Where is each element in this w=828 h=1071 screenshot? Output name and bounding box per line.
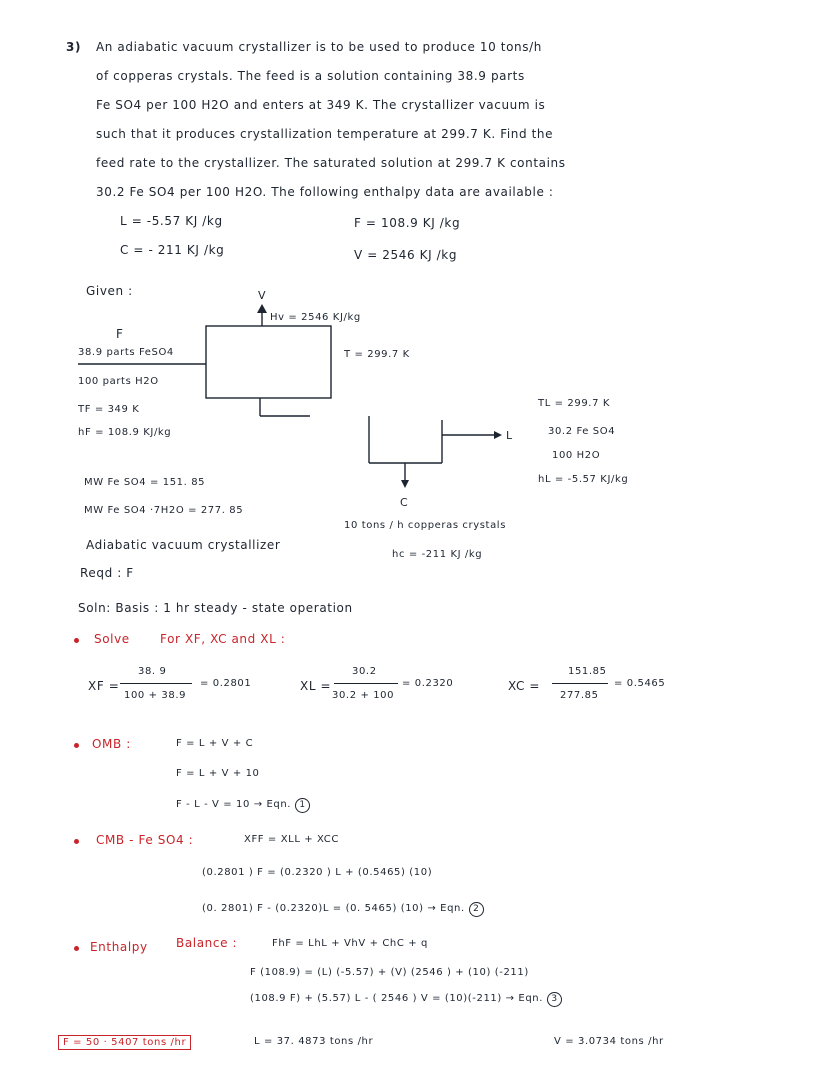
vapor-label: V bbox=[258, 289, 267, 302]
mw-feso4: MW Fe SO4 = 151. 85 bbox=[84, 477, 206, 488]
problem-number: 3) bbox=[66, 40, 82, 54]
final-answer-l: L = 37. 4873 tons /hr bbox=[254, 1036, 374, 1047]
xc-denominator: 277.85 bbox=[560, 690, 599, 701]
xl-denominator: 30.2 + 100 bbox=[332, 690, 395, 701]
problem-line: such that it produces crystallization temperature at 299.7 K. Find the bbox=[96, 127, 554, 141]
problem-line: Fe SO4 per 100 H2O and enters at 349 K. The crystallizer vacuum is bbox=[96, 98, 546, 112]
problem-line: of copperas crystals. The feed is a solution containing 38.9 parts bbox=[96, 69, 525, 83]
enthalpy-line: FhF = LhL + VhV + ChC + q bbox=[272, 938, 428, 949]
bullet bbox=[74, 946, 79, 951]
bullet bbox=[74, 743, 79, 748]
adiabatic-note: Adiabatic vacuum crystallizer bbox=[86, 538, 281, 552]
liquor-spec: hL = -5.57 KJ/kg bbox=[538, 474, 629, 485]
omb-line: F = L + V + 10 bbox=[176, 768, 260, 779]
xl-label: XL = bbox=[300, 679, 332, 693]
liquor-spec: 30.2 Fe SO4 bbox=[548, 426, 616, 437]
bullet bbox=[74, 839, 79, 844]
xf-numerator: 38. 9 bbox=[138, 666, 167, 677]
final-answer-v: V = 3.0734 tons /hr bbox=[554, 1036, 664, 1047]
problem-line: An adiabatic vacuum crystallizer is to be used to produce 10 tons/h bbox=[96, 40, 542, 54]
enthalpy-v: V = 2546 KJ /kg bbox=[354, 248, 458, 262]
vapor-enthalpy: Hv = 2546 KJ/kg bbox=[270, 312, 361, 323]
omb-line: F = L + V + C bbox=[176, 738, 254, 749]
crystal-arrow bbox=[401, 480, 409, 488]
liquor-spec: 100 H2O bbox=[552, 450, 601, 461]
enthalpy-line: (108.9 F) + (5.57) L - ( 2546 ) V = (10)(-211) → Eqn. 3 bbox=[250, 992, 562, 1007]
mw-heptahydrate: MW Fe SO4 ·7H2O = 277. 85 bbox=[84, 505, 244, 516]
cmb-label: CMB - Fe SO4 : bbox=[96, 833, 194, 847]
xf-denominator: 100 + 38.9 bbox=[124, 690, 187, 701]
enthalpy-line: F (108.9) = (L) (-5.57) + (V) (2546 ) + (10) (-211) bbox=[250, 967, 529, 978]
xf-fraction-bar bbox=[120, 683, 192, 684]
final-answer-f: F = 50 · 5407 tons /hr bbox=[58, 1035, 191, 1050]
xc-label: XC = bbox=[508, 679, 540, 693]
enthalpy-c: C = - 211 KJ /kg bbox=[120, 243, 225, 257]
crystallizer-temp: T = 299.7 K bbox=[344, 349, 410, 360]
feed-label: F bbox=[116, 327, 124, 341]
liquor-arrow bbox=[494, 431, 502, 439]
cmb-line: XFF = XLL + XCC bbox=[244, 834, 339, 845]
vapor-arrow bbox=[257, 304, 267, 313]
enthalpy-l: L = -5.57 KJ /kg bbox=[120, 214, 223, 228]
given-label: Given : bbox=[86, 284, 133, 298]
xf-label: XF = bbox=[88, 679, 120, 693]
crystal-label: C bbox=[400, 496, 409, 509]
xl-result: = 0.2320 bbox=[402, 678, 454, 689]
xl-fraction-bar bbox=[334, 683, 398, 684]
bullet bbox=[74, 638, 79, 643]
crystal-spec: 10 tons / h copperas crystals bbox=[344, 520, 506, 531]
enthalpy-f: F = 108.9 KJ /kg bbox=[354, 216, 461, 230]
problem-line: 30.2 Fe SO4 per 100 H2O. The following enthalpy data are available : bbox=[96, 185, 554, 199]
eqn-2-marker: 2 bbox=[469, 902, 484, 917]
omb-line: F - L - V = 10 → Eqn. 1 bbox=[176, 798, 310, 813]
liquor-label: L bbox=[506, 429, 513, 442]
omb-label: OMB : bbox=[92, 737, 131, 751]
feed-spec: hF = 108.9 KJ/kg bbox=[78, 427, 172, 438]
problem-line: feed rate to the crystallizer. The saturated solution at 299.7 K contains bbox=[96, 156, 566, 170]
feed-spec: 100 parts H2O bbox=[78, 376, 159, 387]
eqn-3-marker: 3 bbox=[547, 992, 562, 1007]
liquor-spec: TL = 299.7 K bbox=[538, 398, 610, 409]
required: Reqd : F bbox=[80, 566, 134, 580]
solution-basis: Soln: Basis : 1 hr steady - state operation bbox=[78, 601, 353, 615]
xl-numerator: 30.2 bbox=[352, 666, 377, 677]
xc-numerator: 151.85 bbox=[568, 666, 607, 677]
feed-spec: TF = 349 K bbox=[78, 404, 140, 415]
xf-result: = 0.2801 bbox=[200, 678, 252, 689]
enthalpy-label: Enthalpy bbox=[90, 940, 148, 954]
xc-fraction-bar bbox=[552, 683, 608, 684]
solve-label: Solve bbox=[94, 632, 130, 646]
crystallizer-box bbox=[206, 326, 331, 398]
feed-spec: 38.9 parts FeSO4 bbox=[78, 347, 174, 358]
cmb-line: (0.2801 ) F = (0.2320 ) L + (0.5465) (10) bbox=[202, 867, 433, 878]
solve-targets: For XF, XC and XL : bbox=[160, 632, 286, 646]
balance-label: Balance : bbox=[176, 936, 238, 950]
cmb-line: (0. 2801) F - (0.2320)L = (0. 5465) (10) → Eqn. 2 bbox=[202, 902, 484, 917]
eqn-1-marker: 1 bbox=[295, 798, 310, 813]
xc-result: = 0.5465 bbox=[614, 678, 666, 689]
crystal-enthalpy: hc = -211 KJ /kg bbox=[392, 549, 483, 560]
